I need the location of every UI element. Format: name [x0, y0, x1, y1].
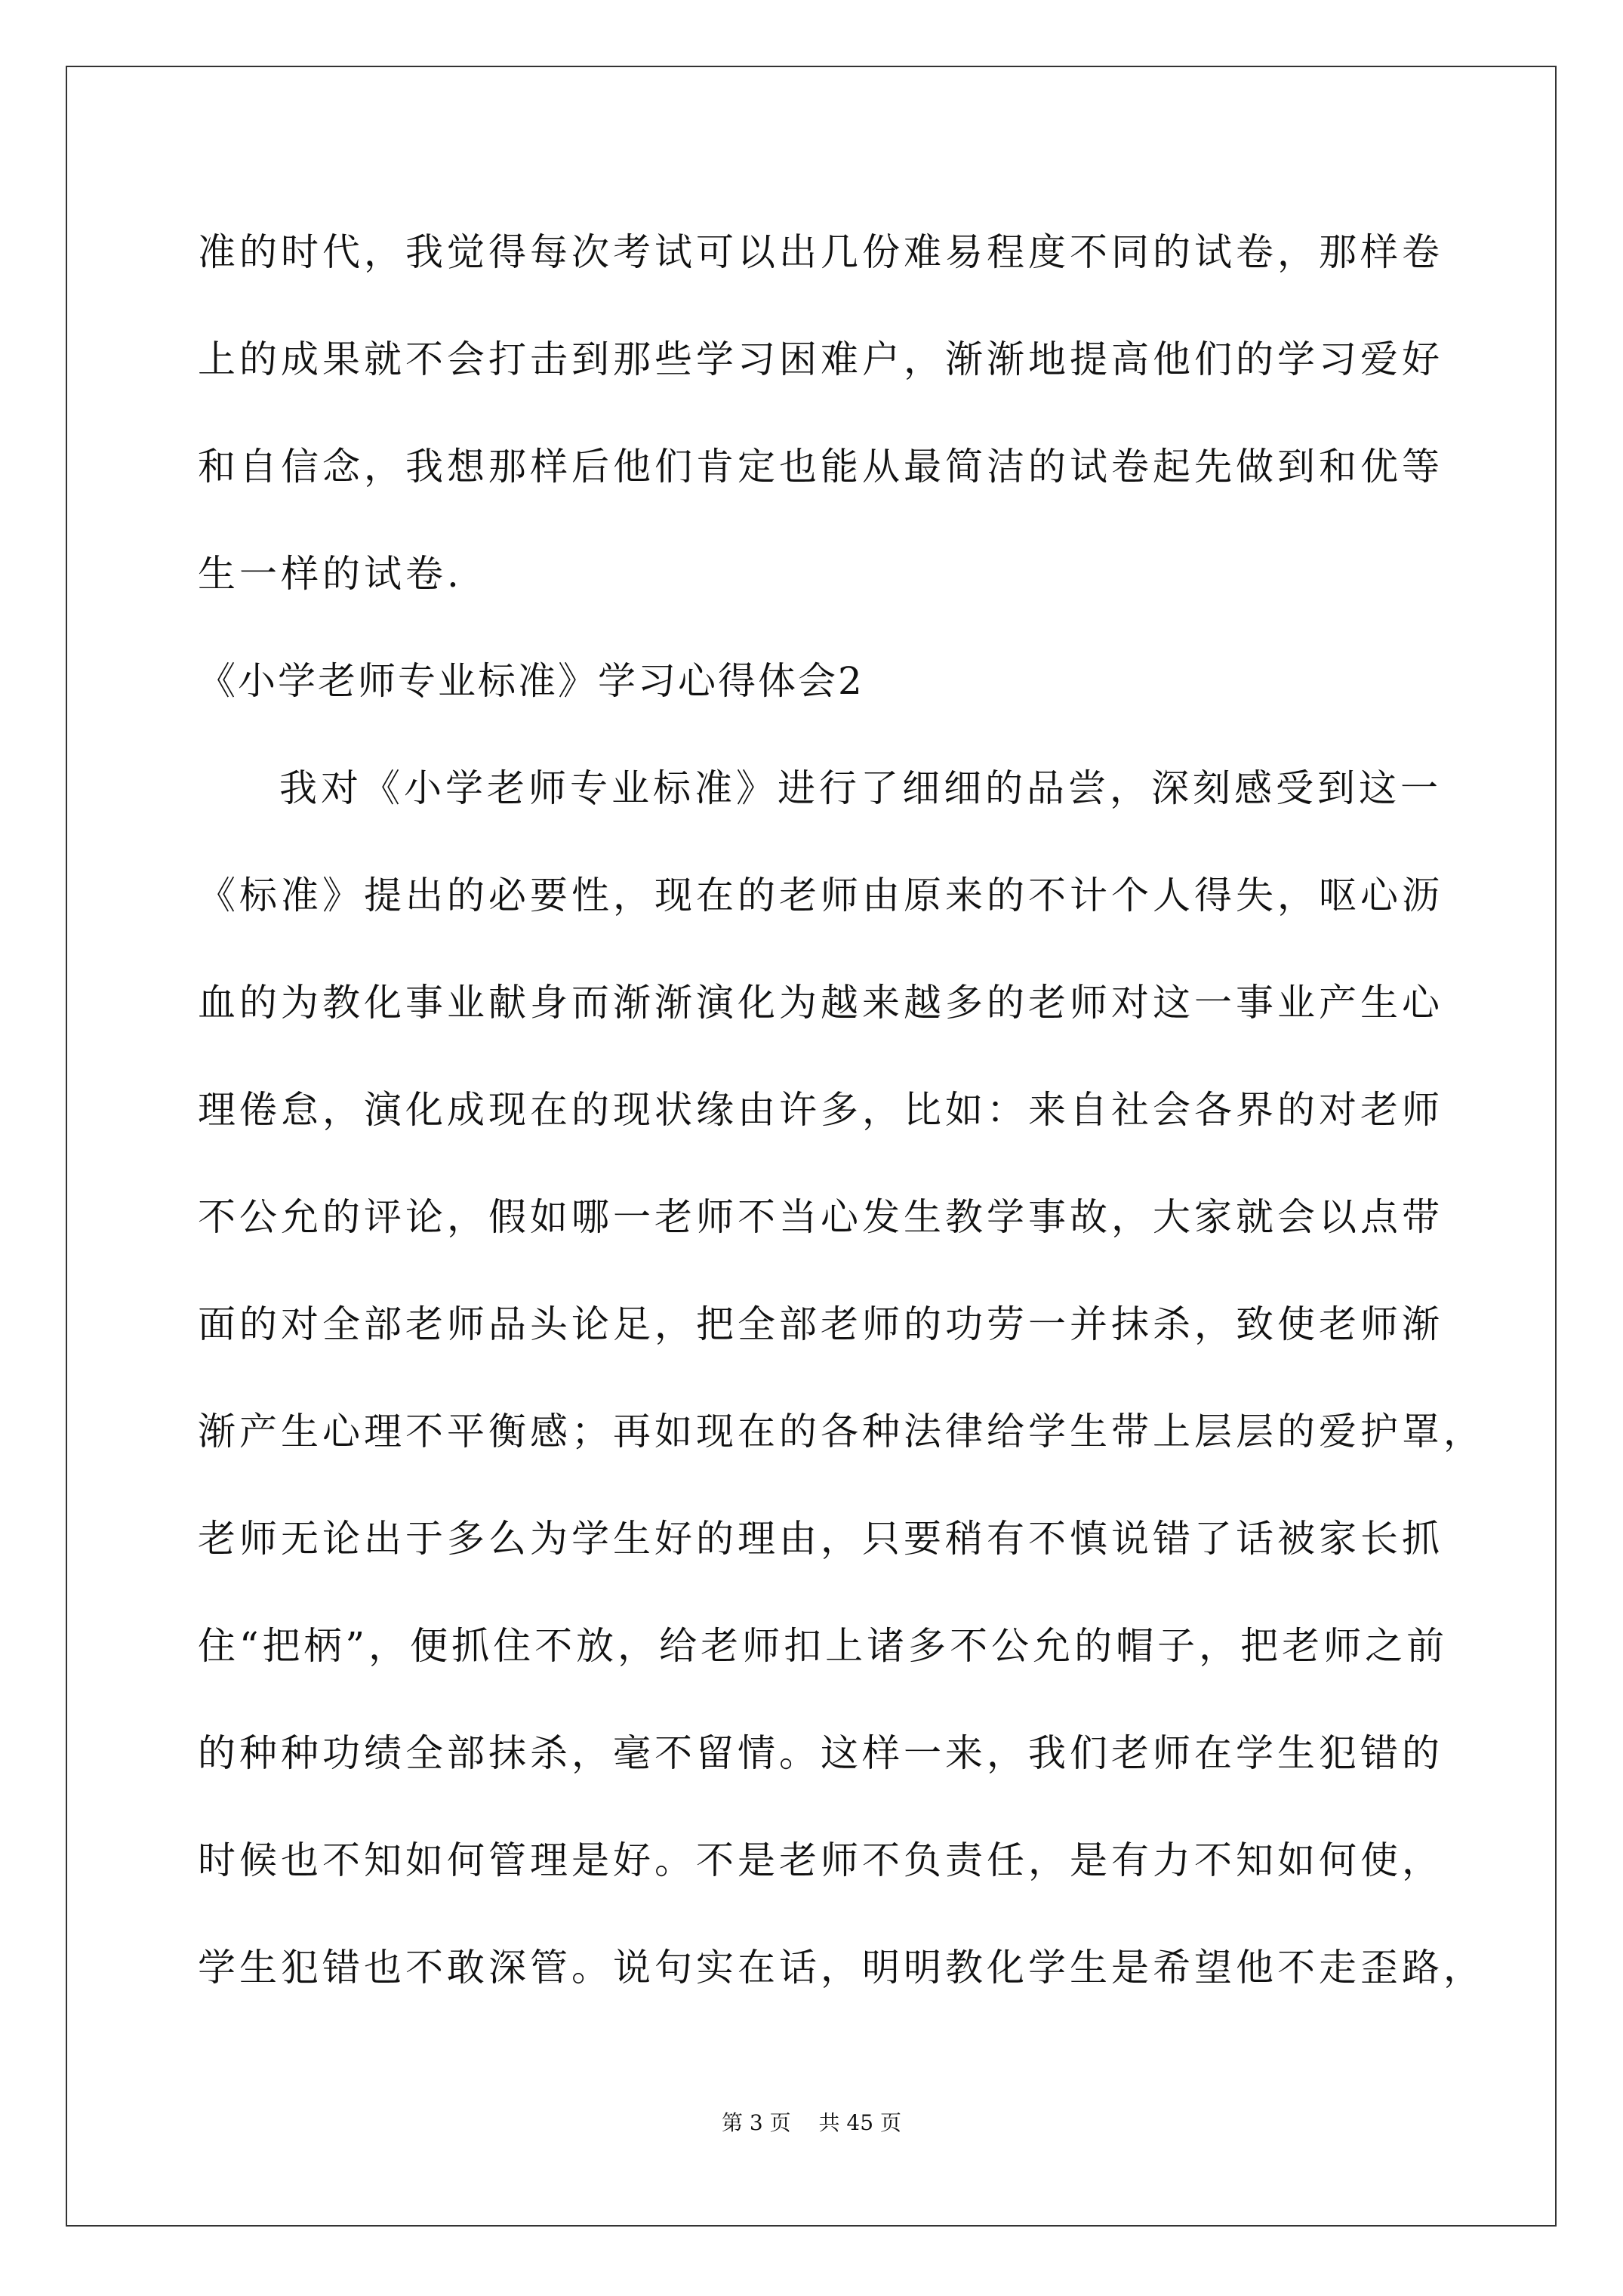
text-line: 学生犯错也不敢深管。说句实在话，明明教化学生是希望他不走歪路，: [198, 1946, 1485, 1989]
text-line: 时候也不知如何管理是好。不是老师不负责任，是有力不知如何使，: [198, 1838, 1443, 1882]
text-line: 渐产生心理不平衡感；再如现在的各种法律给学生带上层层的爱护罩，: [198, 1410, 1485, 1453]
text-line: 和自信念，我想那样后他们肯定也能从最简洁的试卷起先做到和优等: [198, 445, 1443, 488]
text-line: 上的成果就不会打击到那些学习困难户，渐渐地提高他们的学习爱好: [198, 337, 1443, 381]
text-line: 生一样的试卷.: [198, 552, 463, 596]
text-line: 血的为教化事业献身而渐渐演化为越来越多的老师对这一事业产生心: [198, 981, 1443, 1025]
text-line: 面的对全部老师品头论足，把全部老师的功劳一并抹杀，致使老师渐: [198, 1302, 1443, 1346]
text-line: 不公允的评论，假如哪一老师不当心发生教学事故，大家就会以点带: [198, 1195, 1443, 1239]
text-line: 《标准》提出的必要性，现在的老师由原来的不计个人得失，呕心沥: [198, 874, 1443, 917]
page-footer: 第 3 页 共 45 页: [722, 2110, 901, 2135]
section-heading: 《小学老师专业标准》学习心得体会2: [198, 659, 864, 703]
text-line: 理倦怠，演化成现在的现状缘由许多，比如：来自社会各界的对老师: [198, 1088, 1443, 1132]
text-line: 住“把柄”，便抓住不放，给老师扣上诸多不公允的帽子，把老师之前: [198, 1624, 1449, 1668]
text-line: 准的时代，我觉得每次考试可以出几份难易程度不同的试卷，那样卷: [198, 230, 1443, 274]
document-body: [198, 219, 1485, 2042]
text-line: 老师无论出于多么为学生好的理由，只要稍有不慎说错了话被家长抓: [198, 1517, 1443, 1561]
text-line: 我对《小学老师专业标准》进行了细细的品尝，深刻感受到这一: [279, 766, 1442, 810]
text-line: 的种种功绩全部抹杀，毫不留情。这样一来，我们老师在学生犯错的: [198, 1731, 1443, 1775]
